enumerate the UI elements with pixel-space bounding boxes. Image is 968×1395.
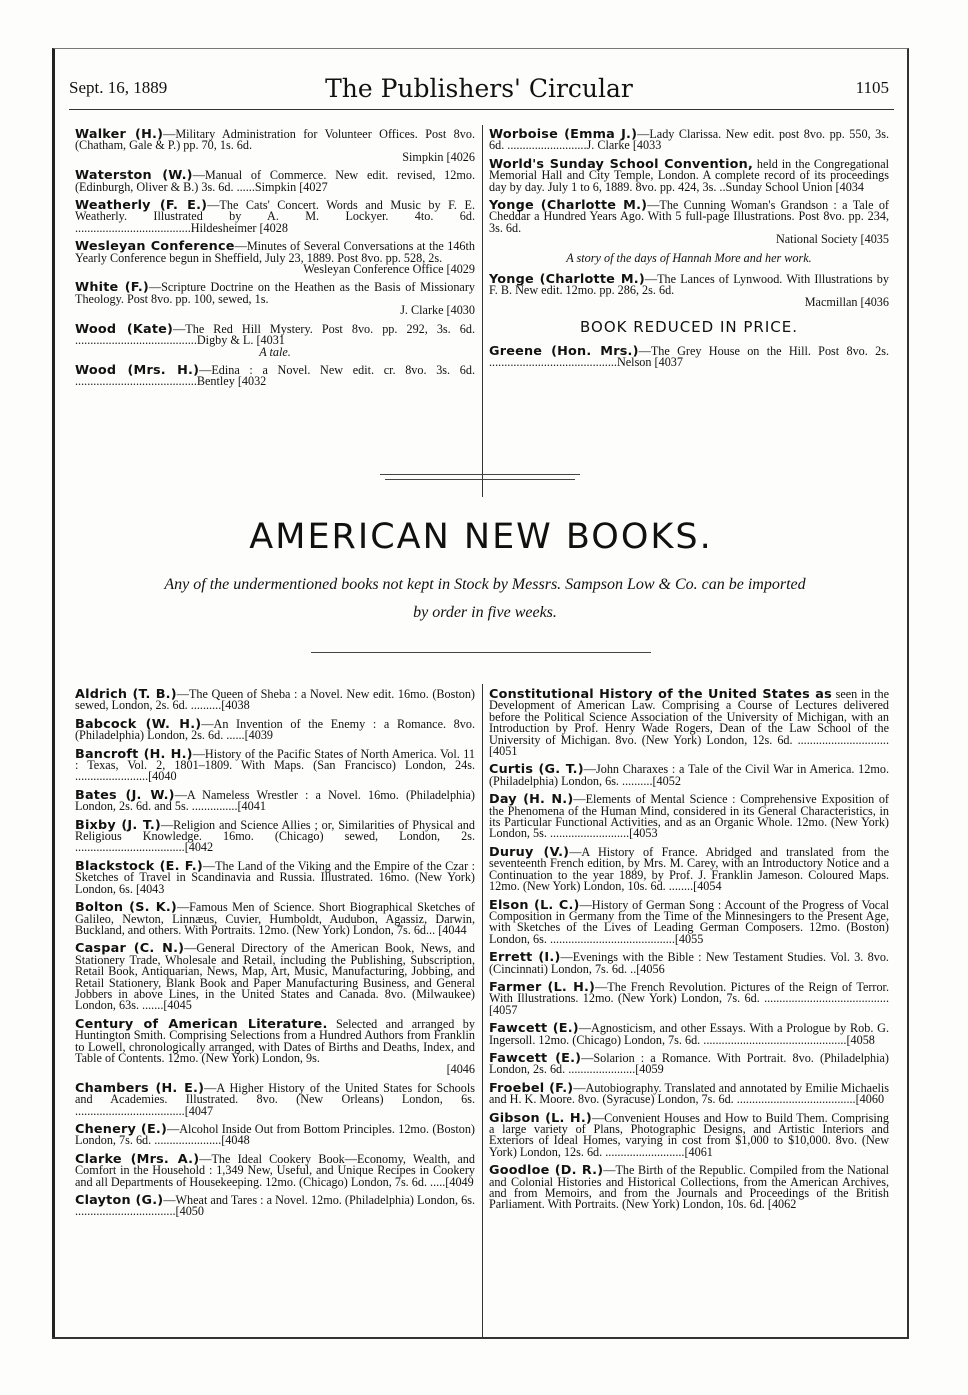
entry-publisher: Macmillan [4036 bbox=[804, 294, 889, 309]
entry-description: —General Directory of the American Book, News, and Stationery Trade, Wholesale and Retail, including the Publishing, Subscription, Retail Book, Antiquarian, News, Map, Art, Music, Manufacturing, Jobbing, and Retail Stationery, Blank Book and Paper Manufacturing Business, and General Jobbers in above Lines, in the United States and Canada. 8vo. (Milwaukee) London, 63s. .......[4045 bbox=[75, 941, 475, 1013]
entry-description: —The Land of the Viking and the Empire of the Czar : Sketches of Travel in Scandinavia and Russia. Illustrated. 16mo. (New York) London, 6s. [4043 bbox=[75, 858, 475, 896]
american-title: AMERICAN NEW BOOKS. bbox=[249, 517, 713, 557]
page-header bbox=[69, 74, 889, 104]
bibliography-entry bbox=[75, 1016, 475, 1077]
bibliography-entry bbox=[75, 716, 475, 743]
bibliography-entry bbox=[489, 274, 889, 308]
header-title: The Publishers' Circular bbox=[325, 74, 633, 103]
entry-author: Constitutional History of the United States as bbox=[489, 687, 832, 702]
entry-description: —The Grey House on the Hill. Post 8vo. 2s. ..........................................Nelson [4037 bbox=[489, 343, 889, 370]
bottom-left-column bbox=[75, 689, 475, 1225]
entry-description: —History of the Pacific States of North America. Vol. 11 : Texas, Vol. 2, 1801–1809. With Maps. (San Francisco) London, 24s. ........................[4040 bbox=[75, 746, 475, 784]
entry-description: —A History of France. Abridged and translated from the seventeenth French edition, by Mrs. M. Carey, with an Introductory Notice and a Continuation to the year 1889, by Prof. J. Franklin Jameson. Coloured Maps. 12mo. (New York) London, 10s. 6d. ........[4054 bbox=[489, 844, 889, 894]
bibliography-entry bbox=[489, 952, 889, 975]
bottom-column-divider bbox=[482, 684, 483, 1339]
bibliography-entry bbox=[489, 343, 889, 370]
entry-description: Selected and arranged by Huntington Smith. Comprising Selections from a Hundred Authors from Franklin to Lowell, chronologically arranged, with Dates of Births and Deaths, Index, and Table of Contents. 12mo. (New York) London, 9s. bbox=[75, 1016, 475, 1065]
bibliography-entry bbox=[75, 170, 475, 193]
entry-author: Weatherly (F. E.) bbox=[75, 198, 208, 214]
bibliography-entry bbox=[75, 1080, 475, 1118]
header-page-number: 1105 bbox=[855, 78, 889, 97]
entry-author: Caspar (C. N.) bbox=[75, 941, 185, 957]
entry-description: held in the Congregational Memorial Hall and City Temple, London. A complete record of its proceedings day by day. July 1 to 6, 1889. 8vo. pp. 424, 3s. ..Sunday School Union [4034 bbox=[489, 156, 889, 194]
bibliography-entry bbox=[489, 1110, 889, 1159]
entry-description: —Elements of Mental Science : Comprehensive Exposition of the Phenomena of the Human Mind, considered in its General Characteristics, in its Particular Functional Activities, and as an Organic Whole. 12mo. (New York) London, 5s. ..........................[4053 bbox=[489, 792, 889, 841]
entry-author: Wood (Kate) bbox=[75, 321, 174, 337]
entry-author: Worboise (Emma J.) bbox=[489, 127, 638, 142]
entry-description: —Minutes of Several Conversations at the 146th Yearly Conference begun in Sheffield, July 23, 1889. Post 8vo. pp. 528, 2s. bbox=[75, 239, 475, 265]
entry-description: —Autobiography. Translated and annotated by Emilie Michaelis and H. K. Moore. 8vo. (Syracuse) London, 7s. 6d. .......................................[4060 bbox=[489, 1080, 889, 1107]
entry-description: —Scripture Doctrine on the Heathen as the Basis of Missionary Theology. Post 8vo. pp. 100, sewed, 1s. bbox=[75, 280, 475, 306]
entry-author: Bancroft (H. H.) bbox=[75, 746, 193, 762]
bibliography-entry bbox=[489, 1050, 889, 1077]
bibliography-entry bbox=[75, 689, 475, 712]
top-right-column bbox=[489, 129, 889, 376]
entry-description: —Alcohol Inside Out from Bottom Principles. 12mo. (Boston) London, 7s. 6d. ......................[4048 bbox=[75, 1122, 475, 1148]
bibliography-entry bbox=[75, 282, 475, 316]
entry-author: Duruy (V.) bbox=[489, 844, 570, 860]
bibliography-entry bbox=[489, 129, 889, 152]
entry-author: Elson (L. C.) bbox=[489, 897, 580, 913]
entry-author: Bates (J. W.) bbox=[75, 787, 175, 803]
entry-author: Blackstock (E. F.) bbox=[75, 858, 203, 874]
entry-description: —Solarion : a Romance. With Portrait. 8vo. (Philadelphia) London, 2s. 6d. ......................[4059 bbox=[489, 1050, 889, 1077]
entry-author: Wesleyan Conference bbox=[75, 239, 235, 255]
entry-author: Walker (H.) bbox=[75, 127, 164, 142]
bibliography-entry bbox=[489, 1165, 889, 1211]
entry-publisher: J. Clarke [4030 bbox=[400, 303, 475, 318]
entry-author: Fawcett (E.) bbox=[489, 1050, 582, 1066]
entry-description: —An Invention of the Enemy : a Romance. 8vo. (Philadelphia) London, 2s. 6d. ......[4039 bbox=[75, 716, 475, 743]
reduced-heading: BOOK REDUCED IN PRICE. bbox=[580, 318, 798, 337]
bibliography-entry bbox=[75, 129, 475, 163]
entry-description: —The Queen of Sheba : a Novel. New edit. 16mo. (Boston) sewed, London, 2s. 6d. ..........[4038 bbox=[75, 687, 475, 713]
bibliography-entry bbox=[489, 689, 889, 757]
entry-author: Aldrich (T. B.) bbox=[75, 687, 177, 702]
entry-publisher: National Society [4035 bbox=[775, 232, 889, 247]
bibliography-entry bbox=[489, 156, 889, 194]
entry-author: Farmer (L. H.) bbox=[489, 979, 596, 995]
entry-author: Yonge (Charlotte M.) bbox=[489, 198, 648, 214]
entry-author: Bixby (J. T.) bbox=[75, 817, 161, 833]
entry-author: Goodloe (D. R.) bbox=[489, 1163, 604, 1179]
entry-author: Gibson (L. H.) bbox=[489, 1110, 592, 1126]
bibliography-entry bbox=[489, 897, 889, 946]
entry-author: Chambers (H. E.) bbox=[75, 1080, 205, 1096]
entry-author: Bolton (S. K.) bbox=[75, 900, 177, 916]
entry-author: Fawcett (E.) bbox=[489, 1021, 579, 1037]
entry-author: Wood (Mrs. H.) bbox=[75, 362, 200, 378]
section-rule-2 bbox=[385, 479, 575, 480]
header-date: Sept. 16, 1889 bbox=[69, 78, 168, 97]
bibliography-entry bbox=[75, 241, 475, 275]
bottom-rule bbox=[52, 1337, 908, 1339]
bibliography-entry bbox=[489, 1023, 889, 1046]
bibliography-entry bbox=[75, 943, 475, 1011]
entry-description: —Wheat and Tares : a Novel. 12mo. (Philadelphia) London, 6s. .................................[4050 bbox=[75, 1193, 475, 1219]
entry-description: —Evenings with the Bible : New Testament Studies. Vol. 3. 8vo. (Cincinnati) London, 7s. 6d. ..[4056 bbox=[489, 950, 889, 976]
entry-description: —Military Administration for Volunteer Offices. Post 8vo. (Chatham, Gale & P.) pp. 70, 1s. 6d. bbox=[75, 127, 475, 153]
bibliography-entry bbox=[489, 764, 889, 787]
entry-description: —The Ideal Cookery Book—Economy, Wealth, and Comfort in the Household : 1,349 New, Useful, and Unique Recipes in Cookery and all Departments of Housekeeping. 12mo. (Chicago) London, 7s. 6d. .....[4049 bbox=[75, 1151, 475, 1189]
bibliography-entry bbox=[489, 979, 889, 1017]
entry-description: seen in the Development of American Law. Comprising a Course of Lectures delivered before the Political Science Association of the University of Michigan, with an Introduction by Prof. Henry Wade Rogers, Dean of the Law School of the University of Michigan. 8vo. (New York) London, 12s. 6d. ..............................[4051 bbox=[489, 687, 889, 759]
american-subtitle-line-1: Any of the undermentioned books not kept in Stock by Messrs. Sampson Low & Co. can be imported bbox=[164, 576, 806, 593]
american-subtitle bbox=[85, 571, 885, 627]
entry-description: —Agnosticism, and other Essays. With a Prologue by Rob. G. Ingersoll. 12mo. (Chicago) London, 7s. 6d. ...............................................[4058 bbox=[489, 1021, 889, 1047]
bibliography-entry bbox=[75, 817, 475, 855]
entry-author: Froebel (F.) bbox=[489, 1080, 574, 1096]
entry-description: —History of German Song : Account of the Progress of Vocal Composition in Germany from the Time of the Minnesingers to the Present Age, with Sketches of the Lives of Leading German Composers. 12mo. (Boston) London, 6s. .........................................[4055 bbox=[489, 897, 889, 946]
american-subtitle-line-2: by order in five weeks. bbox=[413, 604, 557, 621]
section-rule-1 bbox=[380, 474, 580, 475]
bibliography-entry bbox=[75, 200, 475, 234]
bibliography-entry bbox=[75, 787, 475, 814]
entry-author: Chenery (E.) bbox=[75, 1122, 168, 1137]
entry-description: —Religion and Science Allies ; or, Similarities of Physical and Religious Knowledge. 16mo. (Chicago) sewed, London, 2s. ....................................[4042 bbox=[75, 817, 475, 855]
bibliography-entry bbox=[489, 844, 889, 894]
bibliography-entry bbox=[75, 321, 475, 359]
header-rule bbox=[69, 109, 894, 110]
bibliography-entry bbox=[75, 362, 475, 389]
entry-author: Clayton (G.) bbox=[75, 1193, 164, 1209]
top-column-divider bbox=[482, 125, 483, 497]
entry-author: Clarke (Mrs. A.) bbox=[75, 1151, 200, 1167]
entry-author: Century of American Literature. bbox=[75, 1016, 328, 1032]
entry-description: —A Higher History of the United States for Schools and Academies. Illustrated. 8vo. (New Orleans) London, 6s. ....................................[4047 bbox=[75, 1080, 475, 1118]
entry-description: —A Nameless Wrestler : a Novel. 16mo. (Philadelphia) London, 2s. 6d. and 5s. ...............[4041 bbox=[75, 787, 475, 814]
entry-description: —The Cunning Woman's Grandson : a Tale of Cheddar a Hundred Years Ago. With 5 full-page Illustrations. Post 8vo. pp. 234, 3s. 6d. bbox=[489, 198, 889, 235]
entry-description: —The Lances of Lynwood. With Illustrations by F. B. New edit. 12mo. pp. 286, 2s. 6d. bbox=[489, 272, 889, 298]
bottom-right-column bbox=[489, 689, 889, 1218]
entry-author: World's Sunday School Convention, bbox=[489, 156, 754, 172]
entry-description: —The Cats' Concert. Words and Music by F. E. Weatherly. Illustrated by A. M. Lockyer. 4to. 6d. ......................................Hildesheimer [4028 bbox=[75, 198, 475, 235]
entry-author: Curtis (G. T.) bbox=[489, 762, 584, 778]
top-left-column bbox=[75, 129, 475, 395]
page-frame bbox=[52, 48, 909, 1339]
entry-description: —The Birth of the Republic. Compiled from the National and Colonial Histories and Historical Collections, from the American Archives, and from Memoirs, and from the Journals and Proceedings of the British Parliament. With Portraits. (New York) London, 10s. 6d. [4062 bbox=[489, 1163, 889, 1212]
entry-description: —Manual of Commerce. New edit. revised, 12mo. (Edinburgh, Oliver & B.) 3s. 6d. ......Simpkin [4027 bbox=[75, 168, 475, 194]
entry-author: Errett (I.) bbox=[489, 950, 561, 966]
bibliography-entry bbox=[75, 1124, 475, 1147]
bibliography-entry bbox=[75, 1195, 475, 1218]
entry-description: —Convenient Houses and How to Build Them. Comprising a large variety of Plans, Photographic Designs, and Artistic Interiors and Exteriors of Ideal Homes, varying in cost from $1,000 to $10,000. 8vo. (New York) London, 12s. 6d. ..........................[4061 bbox=[489, 1110, 889, 1159]
entry-author: Yonge (Charlotte M.) bbox=[489, 272, 645, 288]
entry-publisher: [4046 bbox=[446, 1062, 475, 1077]
entry-description: —John Charaxes : a Tale of the Civil War in America. 12mo. (Philadelphia) London, 6s. ..........[4052 bbox=[489, 762, 889, 788]
bibliography-entry bbox=[75, 902, 475, 936]
entry-publisher: Simpkin [4026 bbox=[402, 149, 475, 164]
entry-author: Greene (Hon. Mrs.) bbox=[489, 343, 639, 359]
entry-note: A tale. bbox=[259, 344, 291, 359]
bibliography-entry bbox=[489, 794, 889, 840]
entry-author: Day (H. N.) bbox=[489, 792, 574, 808]
entry-author: Babcock (W. H.) bbox=[75, 716, 202, 732]
bibliography-entry bbox=[489, 200, 889, 246]
bibliography-entry bbox=[489, 1080, 889, 1107]
bibliography-entry bbox=[75, 858, 475, 896]
bibliography-entry bbox=[75, 746, 475, 784]
entry-description: —The Red Hill Mystery. Post 8vo. pp. 292, 3s. 6d. ........................................Digby & L. [4031 bbox=[75, 321, 475, 348]
entry-description: —The French Revolution. Pictures of the Reign of Terror. With Illustrations. 12mo. (New York) London, 7s. 6d. .........................................[4057 bbox=[489, 979, 889, 1017]
entry-description: —Edina : a Novel. New edit. cr. 8vo. 3s. 6d. ........................................Bentley [4032 bbox=[75, 362, 475, 389]
entry-publisher: Wesleyan Conference Office [4029 bbox=[303, 262, 475, 277]
bibliography-entry bbox=[75, 1151, 475, 1189]
entry-author: Waterston (W.) bbox=[75, 168, 193, 184]
entry-author: White (F.) bbox=[75, 280, 149, 296]
top-right-note: A story of the days of Hannah More and her work. bbox=[566, 250, 812, 265]
entry-description: —Famous Men of Science. Short Biographical Sketches of Galileo, Newton, Linnæus, Cuvier, Humboldt, Audubon, Agassiz, Darwin, Buckland, and others. With Portraits. 12mo. (New York) London, 7s. 6d... [4044 bbox=[75, 900, 475, 937]
section-rule-3 bbox=[311, 652, 651, 653]
entry-description: —Lady Clarissa. New edit. post 8vo. pp. 550, 3s. 6d. ..........................J. Clarke [4033 bbox=[489, 127, 889, 153]
